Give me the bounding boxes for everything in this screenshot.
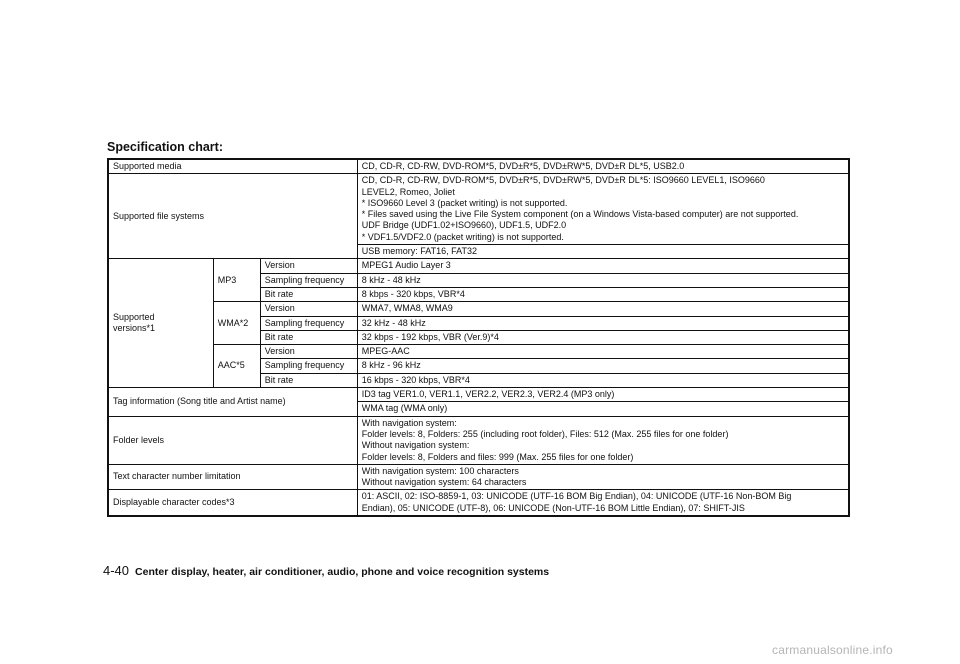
text-line: * VDF1.5/VDF2.0 (packet writing) is not supported. (361, 231, 564, 242)
attr-label: Bit rate (260, 330, 357, 344)
attr-value: 8 kHz - 48 kHz (357, 273, 849, 287)
label-supported-versions (108, 259, 213, 388)
footer-section-title: Center display, heater, air conditioner, audio, phone and voice recognition systems (135, 566, 550, 578)
label-supported-file-systems: Supported file systems (108, 174, 357, 259)
attr-value: 32 kbps - 192 kbps, VBR (Ver.9)*4 (357, 330, 849, 344)
text-line: UDF Bridge (UDF1.02+ISO9660), UDF1.5, UDF2.0 (361, 220, 567, 231)
attr-label: Version (260, 259, 357, 273)
text-line: Without navigation system: (361, 440, 470, 451)
attr-value: 8 kHz - 96 kHz (357, 359, 849, 373)
text-line: * ISO9660 Level 3 (packet writing) is not supported. (361, 197, 568, 208)
attr-label: Bit rate (260, 287, 357, 301)
value-folder-levels (357, 416, 849, 464)
value-file-systems (357, 174, 849, 245)
table-row (108, 345, 849, 359)
label-character-codes: Displayable character codes*3 (108, 490, 357, 516)
text-line: LEVEL2, Romeo, Joliet (361, 186, 455, 197)
label-text-character-limit: Text character number limitation (108, 464, 357, 490)
text-line: Endian), 05: UNICODE (UTF-8), 06: UNICODE (Non-UTF-16 BOM Little Endian), 07: SHIFT-JIS (361, 502, 745, 513)
table-row (108, 464, 849, 490)
format-mp3: MP3 (213, 259, 260, 302)
specification-table (107, 158, 850, 517)
format-aac: AAC*5 (213, 345, 260, 388)
value-usb-memory: USB memory: FAT16, FAT32 (357, 245, 849, 259)
text-line: 01: ASCII, 02: ISO-8859-1, 03: UNICODE (UTF-16 BOM Big Endian), 04: UNICODE (UTF-16 Non-BOM Big (361, 491, 792, 502)
attr-label: Version (260, 345, 357, 359)
value-supported-media: CD, CD-R, CD-RW, DVD-ROM*5, DVD±R*5, DVD±RW*5, DVD±R DL*5, USB2.0 (357, 159, 849, 174)
page-number: 4-40 (103, 563, 130, 578)
table-row (108, 490, 849, 516)
page-heading: Specification chart: (107, 140, 223, 154)
attr-label: Sampling frequency (260, 359, 357, 373)
text-line: With navigation system: 100 characters (361, 465, 519, 476)
label-tag-information: Tag information (Song title and Artist name) (108, 388, 357, 417)
text-line: * Files saved using the Live File System component (on a Windows Vista-based computer) are not supported. (361, 209, 799, 220)
attr-value: MPEG-AAC (357, 345, 849, 359)
attr-label: Bit rate (260, 373, 357, 387)
label-folder-levels: Folder levels (108, 416, 357, 464)
table-row (108, 302, 849, 316)
format-wma: WMA*2 (213, 302, 260, 345)
table-row (108, 174, 849, 245)
value-character-codes (357, 490, 849, 516)
attr-value: 16 kbps - 320 kbps, VBR*4 (357, 373, 849, 387)
attr-value: 8 kbps - 320 kbps, VBR*4 (357, 287, 849, 301)
attr-value: WMA7, WMA8, WMA9 (357, 302, 849, 316)
text-line: CD, CD-R, CD-RW, DVD-ROM*5, DVD±R*5, DVD±RW*5, DVD±R DL*5: ISO9660 LEVEL1, ISO9660 (361, 175, 765, 186)
text-line: Folder levels: 8, Folders and files: 999 (Max. 255 files for one folder) (361, 451, 634, 462)
label-supported-media: Supported media (108, 159, 357, 174)
attr-label: Sampling frequency (260, 273, 357, 287)
page-footer (103, 562, 549, 580)
text-line: With navigation system: (361, 417, 457, 428)
table-row (108, 259, 849, 273)
table-row (108, 388, 849, 402)
value-wma-tag: WMA tag (WMA only) (357, 402, 849, 416)
text-line: Without navigation system: 64 characters (361, 477, 527, 488)
table-row (108, 416, 849, 464)
attr-value: 32 kHz - 48 kHz (357, 316, 849, 330)
text-line: Folder levels: 8, Folders: 255 (including root folder), Files: 512 (Max. 255 files for one folder) (361, 428, 729, 439)
table-row (108, 159, 849, 174)
attr-value: MPEG1 Audio Layer 3 (357, 259, 849, 273)
attr-label: Version (260, 302, 357, 316)
label-line: Supported (113, 311, 155, 322)
label-line: versions*1 (113, 323, 156, 334)
attr-label: Sampling frequency (260, 316, 357, 330)
value-id3-tag: ID3 tag VER1.0, VER1.1, VER2.2, VER2.3, VER2.4 (MP3 only) (357, 388, 849, 402)
value-text-character-limit (357, 464, 849, 490)
watermark: carmanualsonline.info (772, 643, 893, 657)
